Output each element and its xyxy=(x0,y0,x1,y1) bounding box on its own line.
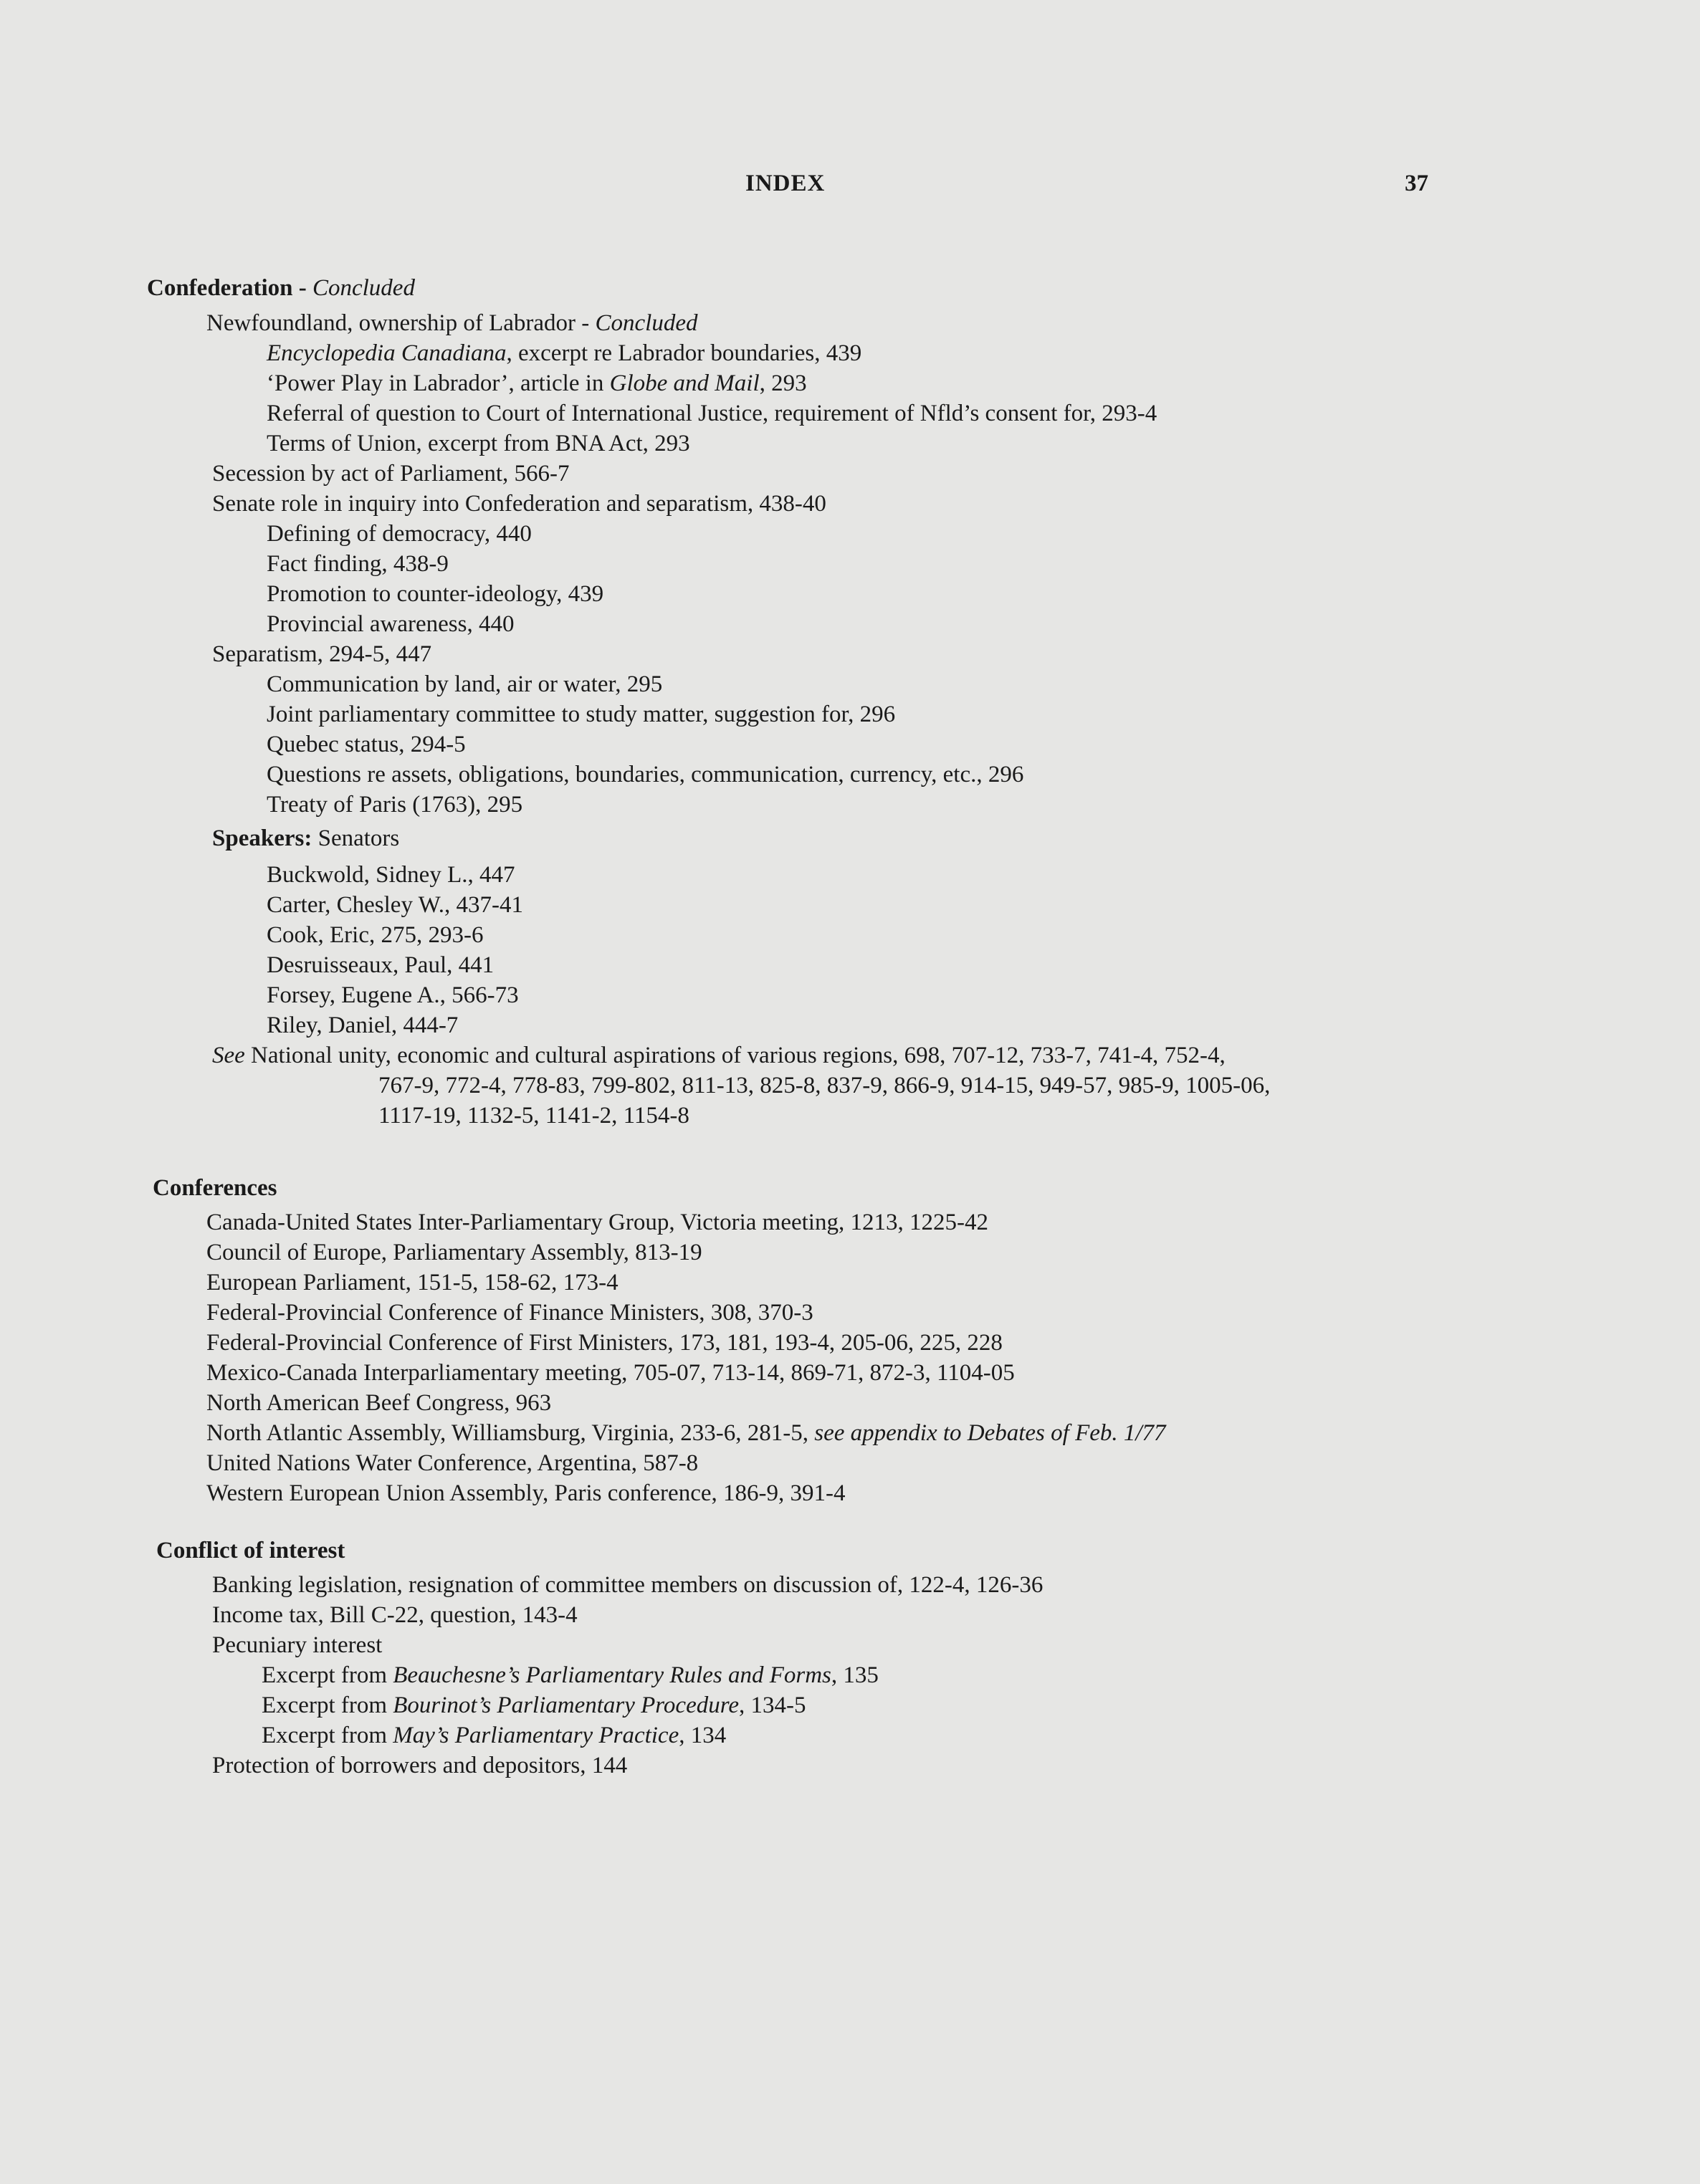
index-entry: Senate role in inquiry into Confederation and separatism, 438-40 xyxy=(212,491,826,517)
index-subentry: Questions re assets, obligations, boundaries, communication, currency, etc., 296 xyxy=(267,762,1024,787)
index-entry: Federal-Provincial Conference of Finance Ministers, 308, 370-3 xyxy=(206,1300,813,1326)
index-entry: Western European Union Assembly, Paris conference, 186-9, 391-4 xyxy=(206,1480,846,1506)
speaker-entry: Desruisseaux, Paul, 441 xyxy=(267,952,495,978)
running-head xyxy=(0,171,1700,206)
index-subentry: Defining of democracy, 440 xyxy=(267,521,532,547)
page-number: 37 xyxy=(1405,171,1428,196)
index-subentry: Excerpt from Beauchesne’s Parliamentary Rules and Forms, 135 xyxy=(262,1662,879,1688)
conferences-heading: Conferences xyxy=(153,1175,277,1201)
index-subentry: Quebec status, 294-5 xyxy=(267,732,466,757)
speakers-line: Speakers: Senators xyxy=(212,825,400,851)
confederation-heading: Confederation - Concluded xyxy=(147,275,415,301)
index-entry: North Atlantic Assembly, Williamsburg, Virginia, 233-6, 281-5, see appendix to Debates of Feb. 1/77 xyxy=(206,1420,1166,1446)
index-subentry: Fact finding, 438-9 xyxy=(267,551,449,577)
index-subentry: Excerpt from Bourinot’s Parliamentary Procedure, 134-5 xyxy=(262,1692,806,1718)
index-entry: Banking legislation, resignation of committee members on discussion of, 122-4, 126-36 xyxy=(212,1572,1044,1598)
index-subentry: ‘Power Play in Labrador’, article in Globe and Mail, 293 xyxy=(267,370,807,396)
page-title: INDEX xyxy=(745,171,826,196)
speaker-entry: Buckwold, Sidney L., 447 xyxy=(267,862,515,888)
speaker-entry: Carter, Chesley W., 437-41 xyxy=(267,892,523,918)
index-subentry: Provincial awareness, 440 xyxy=(267,611,515,637)
index-entry: Secession by act of Parliament, 566-7 xyxy=(212,461,570,487)
conflict-heading: Conflict of interest xyxy=(156,1538,345,1563)
index-entry: Protection of borrowers and depositors, 144 xyxy=(212,1753,628,1778)
index-subentry: Promotion to counter-ideology, 439 xyxy=(267,581,604,607)
index-subentry: Treaty of Paris (1763), 295 xyxy=(267,792,523,818)
index-subentry: Excerpt from May’s Parliamentary Practice, 134 xyxy=(262,1723,727,1748)
index-entry: Income tax, Bill C-22, question, 143-4 xyxy=(212,1602,578,1628)
index-subentry: Joint parliamentary committee to study matter, suggestion for, 296 xyxy=(267,701,896,727)
index-entry-newfoundland: Newfoundland, ownership of Labrador - Concluded xyxy=(206,310,698,336)
index-entry: North American Beef Congress, 963 xyxy=(206,1390,552,1416)
index-entry: Federal-Provincial Conference of First Ministers, 173, 181, 193-4, 205-06, 225, 228 xyxy=(206,1330,1003,1356)
index-subentry: Encyclopedia Canadiana, excerpt re Labrador boundaries, 439 xyxy=(267,340,862,366)
index-subentry: Terms of Union, excerpt from BNA Act, 293 xyxy=(267,431,690,456)
index-subentry: Referral of question to Court of International Justice, requirement of Nfld’s consent for, 293-4 xyxy=(267,401,1157,426)
speaker-entry: Forsey, Eugene A., 566-73 xyxy=(267,982,519,1008)
index-entry: European Parliament, 151-5, 158-62, 173-4 xyxy=(206,1270,619,1295)
see-reference-continued: 767-9, 772-4, 778-83, 799-802, 811-13, 825-8, 837-9, 866-9, 914-15, 949-57, 985-9, 1005-06, xyxy=(378,1073,1271,1098)
index-entry: Mexico-Canada Interparliamentary meeting, 705-07, 713-14, 869-71, 872-3, 1104-05 xyxy=(206,1360,1015,1386)
index-entry: Separatism, 294-5, 447 xyxy=(212,641,432,667)
index-subentry: Communication by land, air or water, 295 xyxy=(267,671,663,697)
index-entry: United Nations Water Conference, Argentina, 587-8 xyxy=(206,1450,699,1476)
see-reference: See National unity, economic and cultural aspirations of various regions, 698, 707-12, 733-7, 741-4, 752-4, xyxy=(212,1043,1226,1068)
speaker-entry: Cook, Eric, 275, 293-6 xyxy=(267,922,484,948)
index-entry: Pecuniary interest xyxy=(212,1632,383,1658)
index-entry: Canada-United States Inter-Parliamentary Group, Victoria meeting, 1213, 1225-42 xyxy=(206,1210,988,1235)
index-entry: Council of Europe, Parliamentary Assembly, 813-19 xyxy=(206,1240,702,1265)
see-reference-continued: 1117-19, 1132-5, 1141-2, 1154-8 xyxy=(378,1103,689,1129)
speaker-entry: Riley, Daniel, 444-7 xyxy=(267,1012,459,1038)
